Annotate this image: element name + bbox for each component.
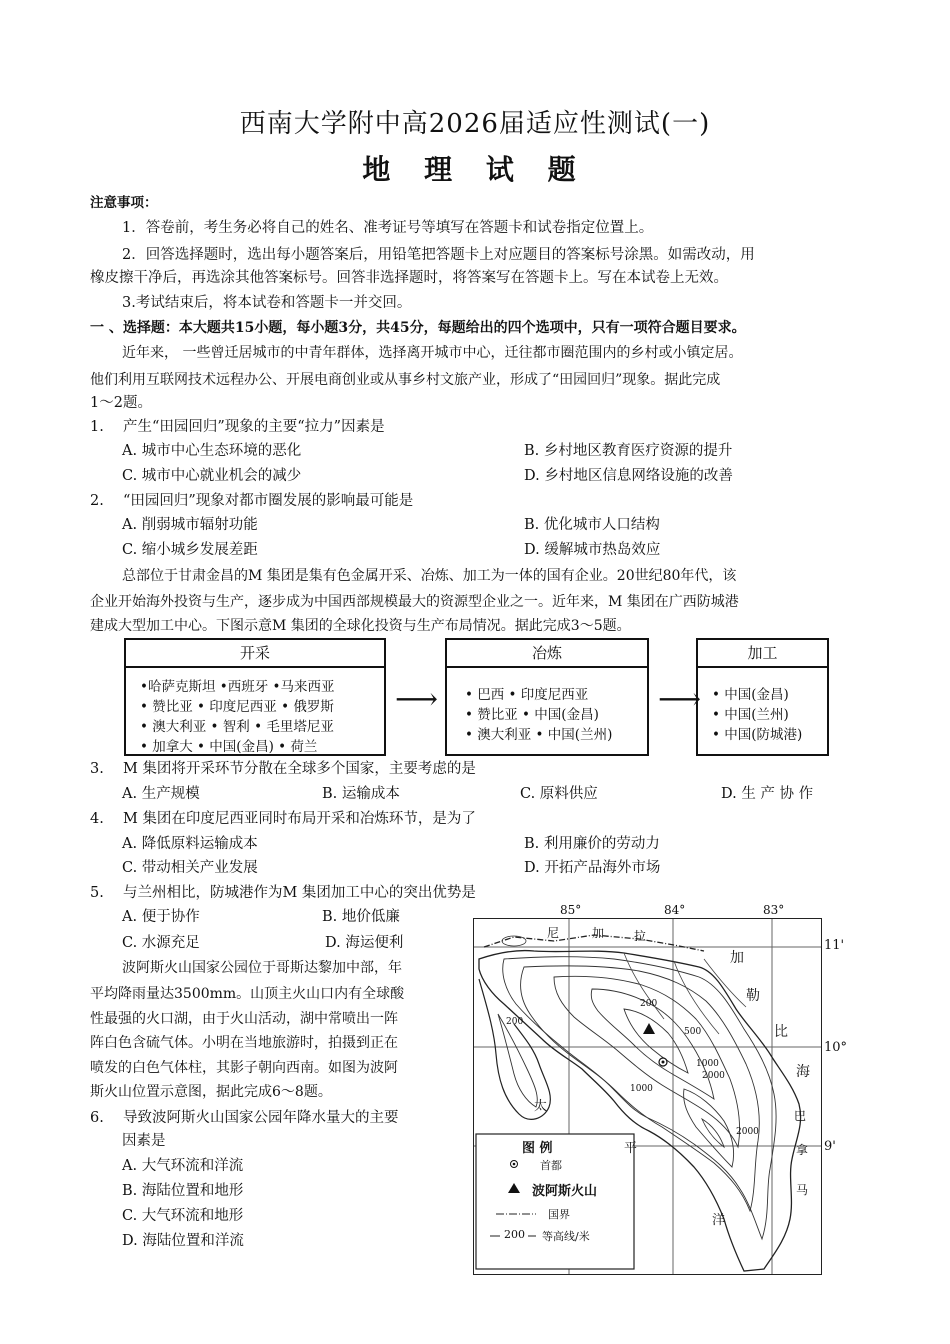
question-1-option-a: A. 城市中心生态环境的恶化 — [122, 443, 302, 459]
question-1-option-b: B. 乡村地区教育医疗资源的提升 — [524, 443, 733, 459]
notice-item: 橡皮擦干净后，再选涂其他答案标号。回答非选择题时，将答案写在答题卡上。写在本试卷上无效。 — [90, 270, 728, 286]
contour-label: 1000 — [630, 1084, 653, 1094]
processing-line: • 中国(兰州) — [712, 707, 789, 723]
notice-item: 1．答卷前，考生务必将自己的姓名、准考证号等填写在答题卡和试卷指定位置上。 — [122, 220, 654, 236]
notice-heading: 注意事项： — [90, 195, 158, 211]
passage-line: 总部位于甘肃金昌的M 集团是集有色金属开采、冶炼、加工为一体的国有企业。20世纪80年代，该 — [122, 568, 737, 584]
map-label-nicaragua: 加 — [592, 926, 605, 940]
legend-contour-sample: 200 — [504, 1228, 525, 1241]
latitude-label: 10° — [824, 1040, 848, 1055]
processing-title: 加工 — [698, 640, 827, 668]
legend-volcano: 波阿斯火山 — [532, 1184, 598, 1199]
section-heading: 一 、选择题：本大题共15小题，每小题3分，共45分，每题给出的四个选项中，只有一项符合题目要求。 — [90, 320, 746, 336]
question-6-stem: 6. 导致波阿斯火山国家公园年降水量大的主要 — [90, 1110, 399, 1126]
question-6-option-c: C. 大气环流和地形 — [122, 1208, 244, 1224]
processing-box — [696, 638, 829, 756]
question-3-option-c: C. 原料供应 — [520, 786, 598, 802]
map-label-panama: 拿 — [796, 1143, 809, 1157]
question-5-option-d: D. 海运便利 — [325, 935, 404, 951]
smelting-title: 冶炼 — [447, 640, 647, 668]
smelting-line: • 巴西 • 印度尼西亚 — [465, 687, 589, 703]
legend-contour: 等高线/米 — [542, 1230, 590, 1243]
passage-line: 近年来， 一些曾迁居城市的中青年群体，选择离开城市中心，迁往都市圈范围内的乡村或小镇定居。 — [122, 345, 743, 361]
question-2-option-a: A. 削弱城市辐射功能 — [122, 517, 258, 533]
mining-line: • 加拿大 • 中国(金昌) • 荷兰 — [140, 739, 318, 755]
question-6-stem-cont: 因素是 — [122, 1133, 166, 1149]
contour-label: 1000 — [696, 1059, 719, 1069]
subject-title: 地 理 试 题 — [362, 153, 588, 186]
map-label-nicaragua: 拉 — [634, 929, 647, 943]
passage-line: 性最强的火口湖，由于火山活动，湖中常喷出一阵 — [90, 1011, 398, 1027]
smelting-box — [445, 638, 649, 756]
question-2-option-d: D. 缓解城市热岛效应 — [524, 542, 661, 558]
longitude-label: 84° — [664, 903, 686, 917]
map-label-pacific: 太 — [534, 1099, 548, 1114]
costa-rica-map — [473, 918, 822, 1275]
passage-line: 阵白色含硫气体。小明在当地旅游时，拍摄到正在 — [90, 1035, 398, 1051]
question-6-option-a: A. 大气环流和洋流 — [122, 1158, 244, 1174]
question-4-option-b: B. 利用廉价的劳动力 — [524, 836, 660, 852]
volcano-marker — [643, 1023, 655, 1034]
map-label-pacific: 平 — [624, 1141, 638, 1156]
map-label-caribbean: 加 — [730, 950, 744, 966]
map-label-pacific: 洋 — [712, 1213, 726, 1228]
latitude-label: 9' — [824, 1139, 836, 1154]
map-label-caribbean: 海 — [796, 1064, 810, 1080]
question-1-stem: 1. 产生“田园回归”现象的主要“拉力”因素是 — [90, 419, 385, 435]
map-label-panama: 巴 — [794, 1109, 807, 1123]
map-label-nicaragua: 尼 — [547, 926, 560, 940]
legend-border: 国界 — [548, 1208, 570, 1221]
passage-line: 斯火山位置示意图，据此完成6～8题。 — [90, 1084, 332, 1100]
mining-title: 开采 — [126, 640, 384, 668]
map-label-caribbean: 比 — [774, 1024, 788, 1040]
mining-line: • 澳大利亚 • 智利 • 毛里塔尼亚 — [140, 719, 334, 735]
passage-line: 建成大型加工中心。下图示意M 集团的全球化投资与生产布局情况。据此完成3～5题。 — [90, 618, 631, 634]
contour-label: 500 — [684, 1027, 702, 1037]
question-4-option-c: C. 带动相关产业发展 — [122, 860, 258, 876]
map-graphic — [474, 919, 821, 1274]
flow-arrow: ⟶ — [395, 682, 439, 717]
question-2-stem: 2. “田园回归”现象对都市圈发展的影响最可能是 — [90, 493, 414, 509]
contour-label: 200 — [640, 999, 658, 1009]
question-2-option-b: B. 优化城市人口结构 — [524, 517, 660, 533]
longitude-label: 85° — [560, 903, 582, 917]
passage-line: 平均降雨量达3500mm。山顶主火山口内有全球酸 — [90, 986, 405, 1002]
contour-label: 2000 — [736, 1127, 759, 1137]
notice-item: 2．回答选择题时，选出每小题答案后，用铅笔把答题卡上对应题目的答案标号涂黑。如需改动，用 — [122, 247, 755, 263]
passage-line: 企业开始海外投资与生产，逐步成为中国西部规模最大的资源型企业之一。近年来，M 集团在广西防城港 — [90, 594, 739, 610]
smelting-line: • 澳大利亚 • 中国(兰州) — [465, 727, 613, 743]
mining-line: • 赞比亚 • 印度尼西亚 • 俄罗斯 — [140, 699, 334, 715]
question-6-option-d: D. 海陆位置和洋流 — [122, 1233, 244, 1249]
processing-line: • 中国(防城港) — [712, 727, 803, 743]
contour-label: 200 — [506, 1017, 524, 1027]
question-5-stem: 5. 与兰州相比，防城港作为M 集团加工中心的突出优势是 — [90, 885, 476, 901]
flow-arrow: ⟶ — [658, 682, 702, 717]
passage-line: 波阿斯火山国家公园位于哥斯达黎加中部，年 — [122, 960, 402, 976]
question-5-option-c: C. 水源充足 — [122, 935, 200, 951]
legend-capital: 首都 — [540, 1159, 562, 1172]
passage-line: 喷发的白色气体柱，其影子朝向西南。如图为波阿 — [90, 1060, 398, 1076]
question-2-option-c: C. 缩小城乡发展差距 — [122, 542, 258, 558]
question-4-stem: 4. M 集团在印度尼西亚同时布局开采和冶炼环节，是为了 — [90, 811, 476, 827]
exam-title: 西南大学附中高2026届适应性测试(一) — [239, 109, 711, 139]
question-1-option-d: D. 乡村地区信息网络设施的改善 — [524, 468, 733, 484]
contour-label: 2000 — [702, 1071, 725, 1081]
notice-item: 3.考试结束后，将本试卷和答题卡一并交回。 — [122, 295, 412, 311]
question-6-option-b: B. 海陆位置和地形 — [122, 1183, 244, 1199]
processing-line: • 中国(金昌) — [712, 687, 789, 703]
legend-title: 图 例 — [522, 1141, 553, 1156]
question-4-option-a: A. 降低原料运输成本 — [122, 836, 258, 852]
mining-line: •哈萨克斯坦 •西班牙 •马来西亚 — [140, 679, 335, 695]
question-3-option-a: A. 生产规模 — [122, 786, 200, 802]
question-4-option-d: D. 开拓产品海外市场 — [524, 860, 661, 876]
mining-box — [124, 638, 386, 756]
question-3-stem: 3. M 集团将开采环节分散在全球多个国家，主要考虑的是 — [90, 761, 476, 777]
passage-line: 1～2题。 — [90, 395, 152, 411]
map-label-panama: 马 — [796, 1183, 809, 1197]
question-1-option-c: C. 城市中心就业机会的减少 — [122, 468, 302, 484]
latitude-label: 11' — [824, 938, 845, 953]
longitude-label: 83° — [763, 903, 785, 917]
question-5-option-b: B. 地价低廉 — [322, 909, 400, 925]
question-3-option-d: D. 生 产 协 作 — [721, 786, 814, 802]
question-5-option-a: A. 便于协作 — [122, 909, 200, 925]
passage-line: 他们利用互联网技术远程办公、开展电商创业或从事乡村文旅产业，形成了“田园回归”现象。据此完成 — [90, 372, 721, 388]
map-label-caribbean: 勒 — [746, 988, 760, 1004]
question-3-option-b: B. 运输成本 — [322, 786, 400, 802]
smelting-line: • 赞比亚 • 中国(金昌) — [465, 707, 599, 723]
